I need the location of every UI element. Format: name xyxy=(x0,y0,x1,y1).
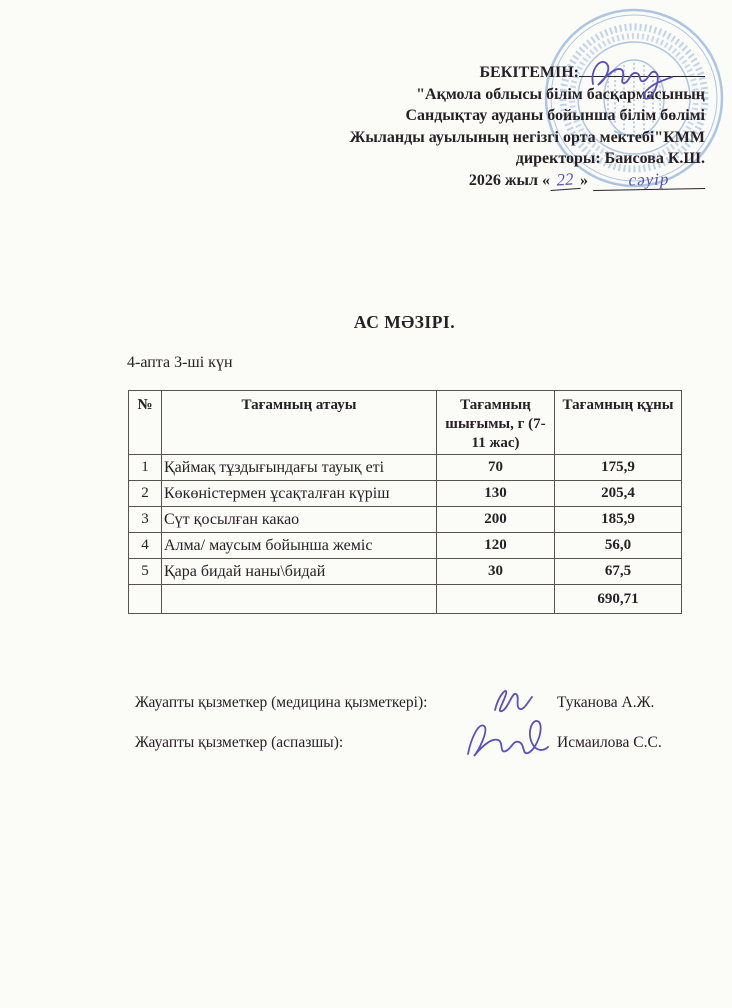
dish-name: Қаймақ тұздығындағы тауық еті xyxy=(162,455,437,481)
empty-cell xyxy=(437,585,555,614)
org-line-2: Сандықтау ауданы бойынша білім бөлімі xyxy=(405,107,705,124)
menu-table xyxy=(128,390,682,614)
total-cost: 690,71 xyxy=(555,585,682,614)
dish-name: Алма/ маусым бойынша жеміс xyxy=(162,533,437,559)
week-day-subtitle: 4-апта 3-ші күн xyxy=(127,354,233,371)
document-title: АС МӘЗІРІ. xyxy=(353,312,456,332)
responsible-medical-name: Туканова А.Ж. xyxy=(557,694,655,711)
dish-cost: 185,9 xyxy=(555,507,682,533)
dish-name: Көкөністермен ұсақталған күріш xyxy=(162,481,437,507)
org-line-4: директоры: Баисова К.Ш. xyxy=(515,150,705,167)
dish-output: 120 xyxy=(437,533,555,559)
director-signature xyxy=(585,50,677,100)
row-no: 4 xyxy=(129,533,162,559)
date-prefix: 2026 жыл « xyxy=(468,171,550,189)
empty-cell xyxy=(129,585,162,614)
responsible-medical-label: Жауапты қызметкер (медицина қызметкері): xyxy=(135,694,428,711)
handwritten-day: 22 xyxy=(549,169,580,190)
dish-cost: 56,0 xyxy=(555,533,682,559)
col-header-no: № xyxy=(129,391,162,455)
col-header-output: Тағамның шығымы, г (7-11 жас) xyxy=(437,391,555,455)
dish-cost: 175,9 xyxy=(555,455,682,481)
header-row xyxy=(129,391,682,455)
col-header-cost: Тағамның құны xyxy=(555,391,682,455)
row-no: 2 xyxy=(129,481,162,507)
table-row xyxy=(129,481,682,507)
dish-cost: 67,5 xyxy=(555,559,682,585)
approve-label: БЕКІТЕМІН: xyxy=(479,64,579,81)
dish-name: Сүт қосылған какао xyxy=(162,507,437,533)
table-row xyxy=(129,559,682,585)
dish-output: 70 xyxy=(437,455,555,481)
row-no: 3 xyxy=(129,507,162,533)
dish-cost: 205,4 xyxy=(555,481,682,507)
table-row xyxy=(129,533,682,559)
dish-output: 130 xyxy=(437,481,555,507)
dish-output: 200 xyxy=(437,507,555,533)
date-line xyxy=(275,170,705,192)
col-header-name: Тағамның атауы xyxy=(162,391,437,455)
handwritten-month: сәуір xyxy=(593,169,705,191)
responsible-cook-name: Исмаилова С.С. xyxy=(557,734,662,751)
org-line-1: "Ақмола облысы білім басқармасының xyxy=(416,85,705,103)
org-line-3: Жыланды ауылының негізгі орта мектебі"КММ xyxy=(349,128,705,146)
responsible-cook-label: Жауапты қызметкер (аспазшы): xyxy=(135,734,344,751)
date-close-quote: » xyxy=(580,171,588,189)
table-row xyxy=(129,455,682,481)
table-row xyxy=(129,507,682,533)
cook-signature xyxy=(461,714,551,760)
medical-worker-signature xyxy=(487,682,537,718)
row-no: 5 xyxy=(129,559,162,585)
empty-cell xyxy=(162,585,437,614)
row-no: 1 xyxy=(129,455,162,481)
dish-name: Қара бидай наны\бидай xyxy=(162,559,437,585)
total-row xyxy=(129,585,682,614)
dish-output: 30 xyxy=(437,559,555,585)
